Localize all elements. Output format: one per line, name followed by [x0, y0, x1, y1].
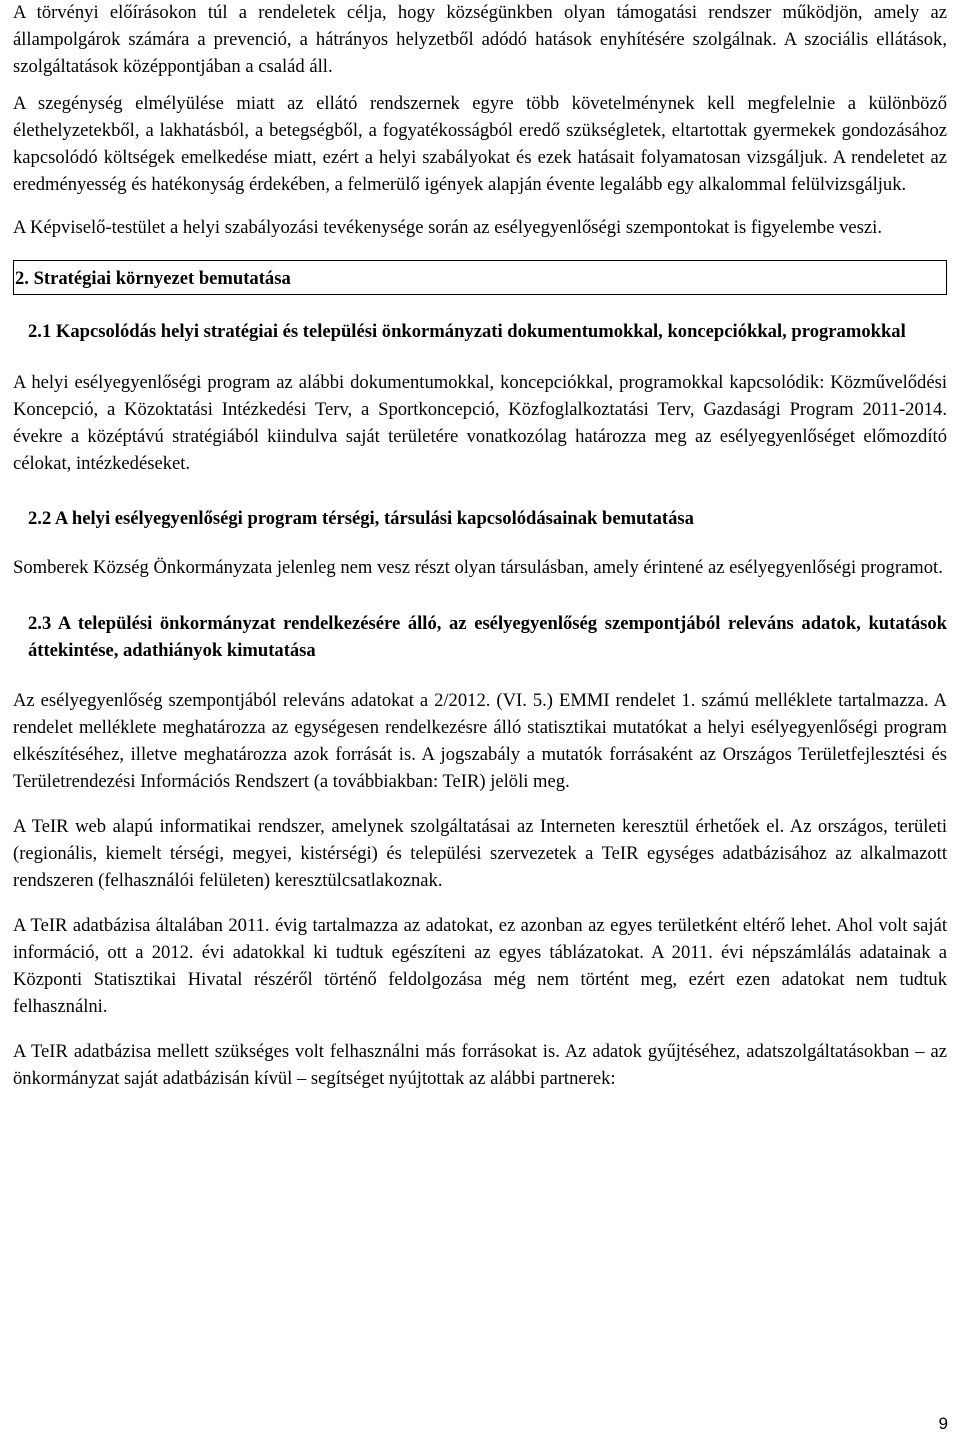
subheading-2-1: 2.1 Kapcsolódás helyi stratégiai és települési önkormányzati dokumentumokkal, koncepciókkal, programokkal [28, 321, 906, 342]
paragraph-documents: A helyi esélyegyenlőségi program az alábbi dokumentumokkal, koncepciókkal, programokkal kapcsolódik: Közművelődési Koncepció, a Közoktatási Intézkedési Terv, a Sportkoncepció, Közfoglalkoztatási Terv, Gazdasági Program 2011-2014. évekre a középtávú stratégiából kiindulva saját területére vonatkozólag határozza meg az esélyegyenlőséget előmozdító célokat, intézkedéseket. [13, 372, 947, 474]
paragraph-other-sources: A TeIR adatbázisa mellett szükséges volt felhasználni más forrásokat is. Az adatok gyűjtéséhez, adatszolgáltatásokban – az önkormányzat saját adatbázisán kívül – segítséget nyújtottak az alábbi partnerek: [13, 1041, 947, 1089]
subheading-2-2: 2.2 A helyi esélyegyenlőségi program térségi, társulási kapcsolódásainak bemutatása [28, 508, 694, 529]
paragraph-intro: A törvényi előírásokon túl a rendeletek célja, hogy községünkben olyan támogatási rendszer működjön, amely az állampolgárok számára a prevenció, a hátrányos helyzetből adódó hatások enyhítésére szolgálnak. A szociális ellátások, szolgáltatások középpontjában a család áll. [13, 2, 947, 77]
page-number: 9 [938, 1414, 948, 1433]
paragraph-teir-database: A TeIR adatbázisa általában 2011. évig tartalmazza az adatokat, ez azonban az egyes területként eltérő lehet. Ahol volt saját információ, ott a 2012. évi adatokkal ki tudtuk egészíteni az egyes táblázatokat. A 2011. évi népszámlálás adatainak a Központi Statisztikai Hivatal részéről történő feldolgozása még nem történt meg, ezért ezen adatokat nem tudtuk felhasználni. [13, 915, 947, 1017]
paragraph-relevant-data: Az esélyegyenlőség szempontjából releváns adatokat a 2/2012. (VI. 5.) EMMI rendelet 1. számú melléklete tartalmazza. A rendelet melléklete meghatározza az egységesen rendelkezésre álló statisztikai mutatókat a helyi esélyegyenlőségi program elkészítéséhez, illetve meghatározza azok forrását is. A jogszabály a mutatók forrásaként az Országos Területfejlesztési és Területrendezési Információs Rendszert (a továbbiakban: TeIR) jelöli meg. [13, 690, 947, 792]
paragraph-council: A Képviselő-testület a helyi szabályozási tevékenysége során az esélyegyenlőségi szempontokat is figyelembe veszi. [13, 217, 882, 238]
paragraph-association: Somberek Község Önkormányzata jelenleg nem vesz részt olyan társulásban, amely érintené az esélyegyenlőségi programot. [13, 557, 943, 578]
section-heading-2: 2. Stratégiai környezet bemutatása [13, 260, 947, 295]
document-page [13, 0, 947, 1092]
paragraph-teir-system: A TeIR web alapú informatikai rendszer, amelynek szolgáltatásai az Interneten keresztül érhetőek el. Az országos, területi (regionális, kiemelt térségi, megyei, kistérségi) és települési szervezetek a TeIR egységes adatbázisához az alkalmazott rendszeren (felhasználói felületen) keresztülcsatlakoznak. [13, 816, 947, 891]
paragraph-poverty: A szegénység elmélyülése miatt az ellátó rendszernek egyre több követelménynek kell megfelelnie a különböző élethelyzetekből, a lakhatásból, a betegségből, a fogyatékosságból eredő szükségletek, eltartottak gyermekek gondozásához kapcsolódó költségek emelkedése miatt, ezért a helyi szabályokat és ezek hatásait folyamatosan vizsgáljuk. A rendeletet az eredményesség és hatékonyság érdekében, a felmerülő igények alapján évente legalább egy alkalommal felülvizsgáljuk. [13, 93, 947, 195]
subheading-2-3: 2.3 A települési önkormányzat rendelkezésére álló, az esélyegyenlőség szempontjából releváns adatok, kutatások áttekintése, adathiányok kimutatása [28, 613, 947, 661]
